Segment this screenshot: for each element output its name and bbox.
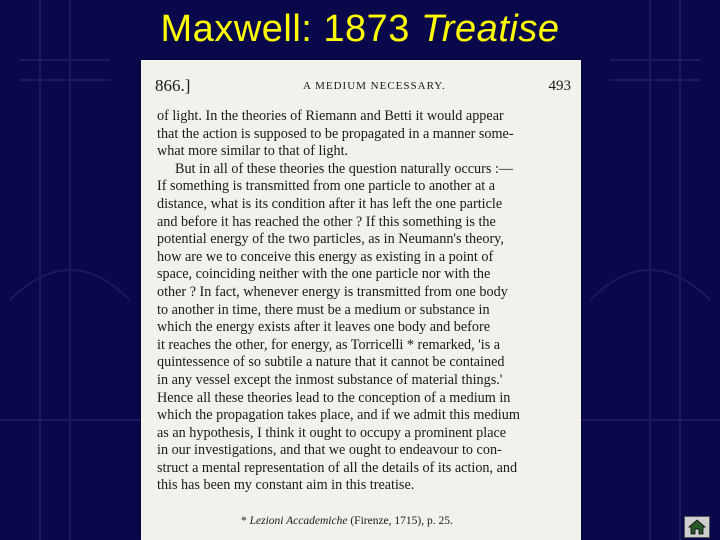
book-page-scan [141,60,581,540]
text-line: in our investigations, and that we ought to endeavour to con- [157,442,502,459]
text-line: potential energy of the two particles, as in Neumann's theory, [157,231,504,248]
text-line: which the energy exists after it leaves one body and before [157,319,491,336]
section-number: 866.] [155,76,191,95]
text-line: and before it has reached the other ? If this something is the [157,213,496,230]
text-line: that the action is supposed to be propagated in a manner some- [157,125,514,142]
text-line: which the propagation takes place, and if we admit this medium [157,407,520,424]
text-line: it reaches the other, for energy, as Torricelli * remarked, 'is a [157,336,501,353]
footnote-citation: (Firenze, 1715), p. 25. [347,515,453,527]
text-line: of light. In the theories of Riemann and Betti it would appear [157,108,504,124]
text-line: space, coinciding neither with the one particle nor with the [157,266,491,283]
text-line: But in all of these theories the question naturally occurs :— [175,160,514,177]
footnote-mark: * [241,515,250,527]
text-line: distance, what is its condition after it has left the one particle [157,195,503,212]
text-line: as an hypothesis, I think it ought to occupy a prominent place [157,424,507,441]
bleed-through-text [157,495,571,515]
slide-title [0,8,720,51]
text-line: other ? In fact, whenever energy is transmitted from one body [157,283,508,300]
text-line: If something is transmitted from one particle to another at a [157,178,496,195]
home-icon [687,518,707,536]
text-line: Hence all these theories lead to the conception of a medium in [157,389,511,406]
text-line: what more similar to that of light. [157,143,349,160]
slide-title-italic: Treatise [421,8,560,50]
footnote [241,515,453,527]
page-body-text [157,108,571,495]
text-line: in any vessel except the inmost substance of material things.' [157,371,503,388]
home-button[interactable] [684,516,710,538]
text-line: struct a mental representation of all the details of its action, and [157,459,518,476]
text-line: how are we to conceive this energy as existing in a point of [157,248,494,265]
text-line: this has been my constant aim in this treatise. [157,477,415,494]
text-line: to another in time, there must be a medium or substance in [157,301,490,318]
text-line: quintessence of so subtile a nature that it cannot be contained [157,354,505,371]
page-number: 493 [548,78,571,94]
slide-title-main: Maxwell: 1873 [160,8,421,50]
footnote-title: Lezioni Accademiche [249,515,348,527]
running-head: A MEDIUM NECESSARY. [303,80,446,92]
page-header [155,76,571,96]
